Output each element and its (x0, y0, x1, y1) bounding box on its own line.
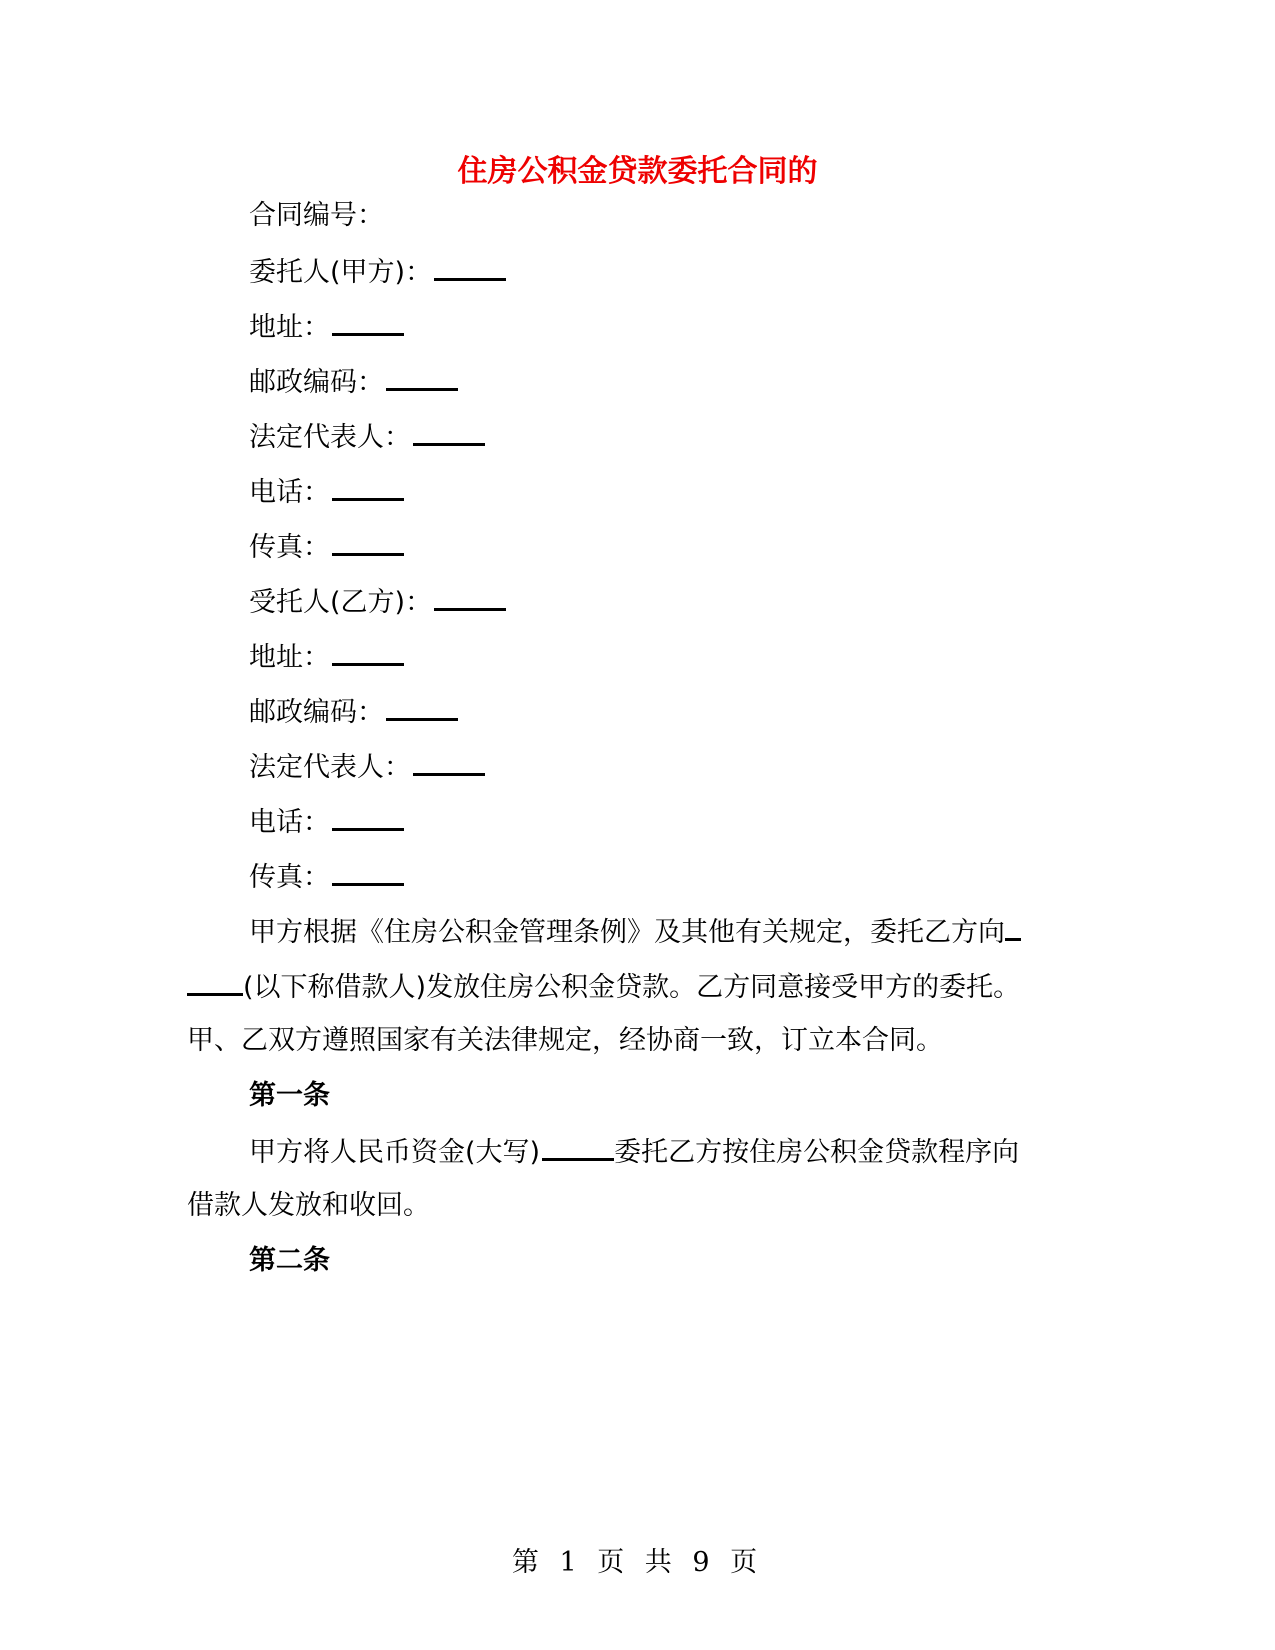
fill-blank (386, 364, 458, 391)
field-label: 传真： (249, 862, 330, 893)
fill-blank (434, 584, 506, 611)
document-title: 住房公积金贷款委托合同的 (457, 154, 818, 189)
fill-blank (434, 254, 506, 281)
intro-line-2 (187, 969, 1020, 1005)
fill-blank (332, 474, 404, 501)
fill-blank (1005, 914, 1021, 941)
fill-blank (413, 419, 485, 446)
fill-blank (386, 694, 458, 721)
party-b-legal-rep-field (249, 749, 485, 785)
party-a-legal-rep-field (249, 419, 485, 455)
party-b-phone-field (249, 804, 404, 840)
fill-blank (332, 639, 404, 666)
field-label: 地址： (249, 312, 330, 343)
party-b-name-field (249, 584, 506, 620)
party-a-name-field (249, 254, 506, 290)
article-1-line-1 (249, 1134, 1019, 1170)
intro-text: 甲、乙双方遵照国家有关法律规定，经协商一致，订立本合同。 (187, 1025, 943, 1056)
article-text: 委托乙方按住房公积金贷款程序向 (614, 1137, 1020, 1168)
article-2-heading: 第二条 (249, 1245, 330, 1276)
field-label: 电话： (249, 477, 330, 508)
field-label: 受托人(乙方)： (249, 587, 433, 618)
party-a-address-field (249, 309, 404, 345)
article-text: 甲方将人民币资金(大写) (249, 1137, 541, 1168)
field-label: 合同编号： (249, 200, 384, 231)
field-label: 地址： (249, 642, 330, 673)
field-label: 邮政编码： (249, 367, 384, 398)
field-label: 委托人(甲方)： (249, 257, 433, 288)
intro-line-3 (187, 1024, 943, 1058)
contract-number-field (249, 199, 384, 233)
page-number-footer: 第 1 页 共 9 页 (511, 1547, 764, 1578)
party-b-fax-field (249, 859, 404, 895)
party-a-postcode-field (249, 364, 458, 400)
article-1-line-2 (187, 1189, 430, 1223)
field-label: 传真： (249, 532, 330, 563)
fill-blank (542, 1134, 614, 1161)
intro-text: 甲方根据《住房公积金管理条例》及其他有关规定，委托乙方向 (249, 917, 1005, 948)
field-label: 电话： (249, 807, 330, 838)
fill-blank (332, 309, 404, 336)
fill-blank (413, 749, 485, 776)
field-label: 邮政编码： (249, 697, 384, 728)
intro-text: (以下称借款人)发放住房公积金贷款。乙方同意接受甲方的委托。 (243, 972, 1021, 1003)
party-a-phone-field (249, 474, 404, 510)
party-a-fax-field (249, 529, 404, 565)
field-label: 法定代表人： (249, 752, 411, 783)
article-text: 借款人发放和收回。 (187, 1190, 430, 1221)
intro-line-1 (249, 914, 1021, 950)
fill-blank (187, 969, 243, 996)
fill-blank (332, 529, 404, 556)
fill-blank (332, 859, 404, 886)
party-b-postcode-field (249, 694, 458, 730)
party-b-address-field (249, 639, 404, 675)
field-label: 法定代表人： (249, 422, 411, 453)
article-1-heading: 第一条 (249, 1080, 330, 1111)
fill-blank (332, 804, 404, 831)
